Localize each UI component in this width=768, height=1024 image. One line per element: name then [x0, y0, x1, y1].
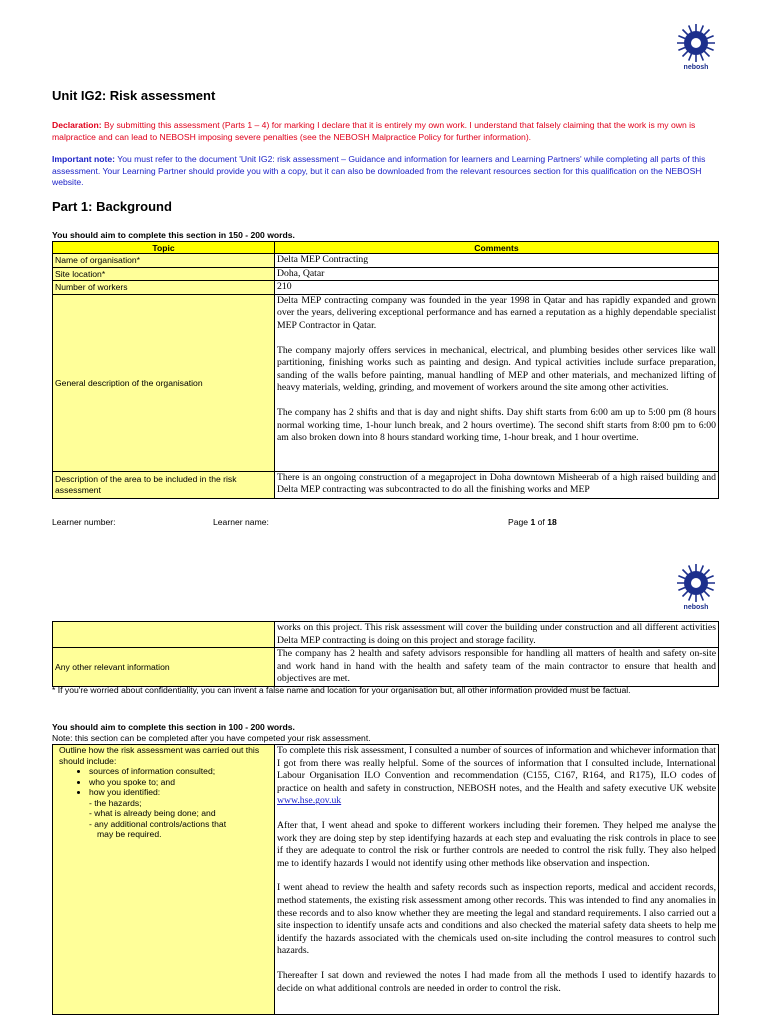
outline-sub-existing: - what is already being done; and [89, 808, 216, 818]
nebosh-logo [674, 22, 718, 78]
part1-background-table [52, 241, 719, 499]
method-p2: After that, I went ahead and spoke to different workers including their foremen. They helped me analyse the work they are doing step by step identifying hazards at each step and evaluating the risk controls in place to see if they are adequate to control the risk or further controls are needed to control the risk fully. They also helped me to identify hazards I would not identify using other methods like observation and inspection. [277, 819, 716, 869]
area-description-value[interactable]: There is an ongoing construction of a megaproject in Doha downtown Misheerab of a high raised building and Delta MEP contracting was subcontracted to do all the finishing works and MEP [275, 471, 719, 498]
header-comments: Comments [275, 242, 719, 254]
part1-title: Part 1: Background [52, 199, 172, 214]
confidentiality-note: * If you're worried about confidentiality, you can invent a false name and location for your organisation but, all other information provided must be factual. [52, 685, 631, 695]
org-name-value[interactable]: Delta MEP Contracting [275, 254, 719, 268]
learner-name-label: Learner name: [213, 517, 269, 527]
declaration-body: By submitting this assessment (Parts 1 – 4) for marking I declare that it is entirely my own work. I understand that falsely claiming that the work is my own is malpractice and can lead to NEBOSH imposing severe penalties (see the NEBOSH Malpractice Policy for further information). [52, 120, 696, 142]
method-p1-text: To complete this risk assessment, I consulted a number of sources of information and whichever information that I got from there was really helpful. Some of the sources of information that I consulted include, International Labour Organisation ILO Convention and recommendation (C155, C167, R164, and R175), ILO codes of practice on health and safety in construction, NEBOSH notes, and the Health and safety executive UK website [277, 745, 716, 794]
outline-bullet-who: • who you spoke to; and [89, 777, 272, 788]
page-title: Unit IG2: Risk assessment [52, 88, 216, 103]
page-number [508, 517, 557, 527]
org-name-label: Name of organisation* [53, 254, 275, 268]
site-location-value[interactable]: Doha, Qatar [275, 267, 719, 281]
logo-wordmark: nebosh [683, 64, 709, 71]
org-description-p2: The company majorly offers services in mechanical, electrical, and plumbing besides other services like wall partitioning, finishing works such as painting and design. And typical activities include surface preparation, sanding of the walls before painting, manual handling of MEP and other materials, and mechanized lifting of heavy materials, welding, grinding, and movement of workers around the site among other activities. [277, 344, 716, 394]
method-p1 [277, 745, 716, 808]
outline-bullets [55, 766, 272, 798]
outline-bullet-sources: • sources of information consulted; [89, 766, 272, 777]
outline-sub-hazards: - the hazards; [89, 797, 142, 808]
method-p3: I went ahead to review the health and safety records such as inspection reports, medical and accident records, method statements, the existing risk assessment among other records. This was intended to find any anomalies in these records and to also know whether they are meeting the legal and standard requirements. I also carried out a site inspection to identify unsafe acts and conditions and also checked the material safety data sheets to help me identify the hazards associated with the chemicals used on-site including the control measures to control such hazards. [277, 882, 716, 957]
method-description[interactable] [275, 745, 719, 1015]
nebosh-logo-page2 [674, 562, 718, 618]
header-topic: Topic [53, 242, 275, 254]
method-table [52, 744, 719, 1015]
org-description-p1: Delta MEP contracting company was founded in the year 1998 in Qatar and has rapidly expanded and grown over the years, delivering exceptional performance and has earned a reputation as a highly dependable specialist MEP Contractor in Qatar. [277, 294, 716, 331]
of-word: of [535, 517, 548, 527]
method-p4: Thereafter I sat down and reviewed the notes I had made from all the methods I used to identify hazards to decide on what additional controls are needed in order to control the risk. [277, 969, 716, 994]
nebosh-globe-icon [674, 562, 718, 604]
area-description-label: Description of the area to be included in the risk assessment [53, 471, 275, 498]
part2-note: Note: this section can be completed after you have competed your risk assessment. [52, 733, 371, 743]
important-note-body: You must refer to the document 'Unit IG2: risk assessment – Guidance and information for learners and Learning Partners' while completing all parts of this assessment. Your Learning Partner should provide you with a copy, but it can also be downloaded from the relevant resources section for this qualification on the NEBOSH website. [52, 154, 706, 187]
outline-intro: Outline how the risk assessment was carried out this should include: [59, 745, 260, 766]
important-note-label: Important note: [52, 154, 116, 164]
logo-wordmark: nebosh [683, 604, 709, 611]
site-location-label: Site location* [53, 267, 275, 281]
area-description-label-cont [53, 622, 275, 648]
declaration-label: Declaration: [52, 120, 102, 130]
area-description-continued[interactable]: works on this project. This risk assessment will cover the building under construction and all different activities Delta MEP contracting is doing on this project and storage facility. [275, 622, 719, 648]
declaration-text [52, 120, 720, 143]
learner-number-label: Learner number: [52, 517, 116, 527]
part1-continued-table [52, 621, 719, 687]
page-total: 18 [547, 517, 557, 527]
method-outline-label [53, 745, 275, 1015]
hse-website-link[interactable]: www.hse.gov.uk [277, 795, 342, 807]
org-description-label: General description of the organisation [53, 294, 275, 471]
outline-sub-additional-cont: may be required. [97, 829, 162, 839]
part1-instruction: You should aim to complete this section in 150 - 200 words. [52, 230, 295, 240]
other-info-label: Any other relevant information [53, 648, 275, 687]
other-info-value[interactable]: The company has 2 health and safety advisors responsible for handling all matters of health and safety on-site and work hand in hand with the health and safety team of the main contractor to ensure that health and objectives are met. [275, 648, 719, 687]
org-description-value[interactable] [275, 294, 719, 471]
outline-sub-additional: - any additional controls/actions that [89, 818, 227, 829]
important-note-text [52, 154, 720, 189]
page-word: Page [508, 517, 531, 527]
nebosh-globe-icon [674, 22, 718, 64]
page-current: 1 [530, 517, 536, 527]
workers-label: Number of workers [53, 281, 275, 295]
org-description-p3: The company has 2 shifts and that is day and night shifts. Day shift starts from 6:00 am up to 5:00 pm (8 hours normal working time, 1-hour lunch break, and 2 hours overtime). The second shift starts from 8:00 pm to 6:00 am also broken down into 8 hours standard working time, 1-hour break, and 1 hour overtime. [277, 406, 716, 444]
outline-bullet-how: • how you identified: [89, 787, 272, 798]
part2-instruction: You should aim to complete this section in 100 - 200 words. [52, 722, 295, 732]
workers-value[interactable]: 210 [275, 281, 719, 295]
